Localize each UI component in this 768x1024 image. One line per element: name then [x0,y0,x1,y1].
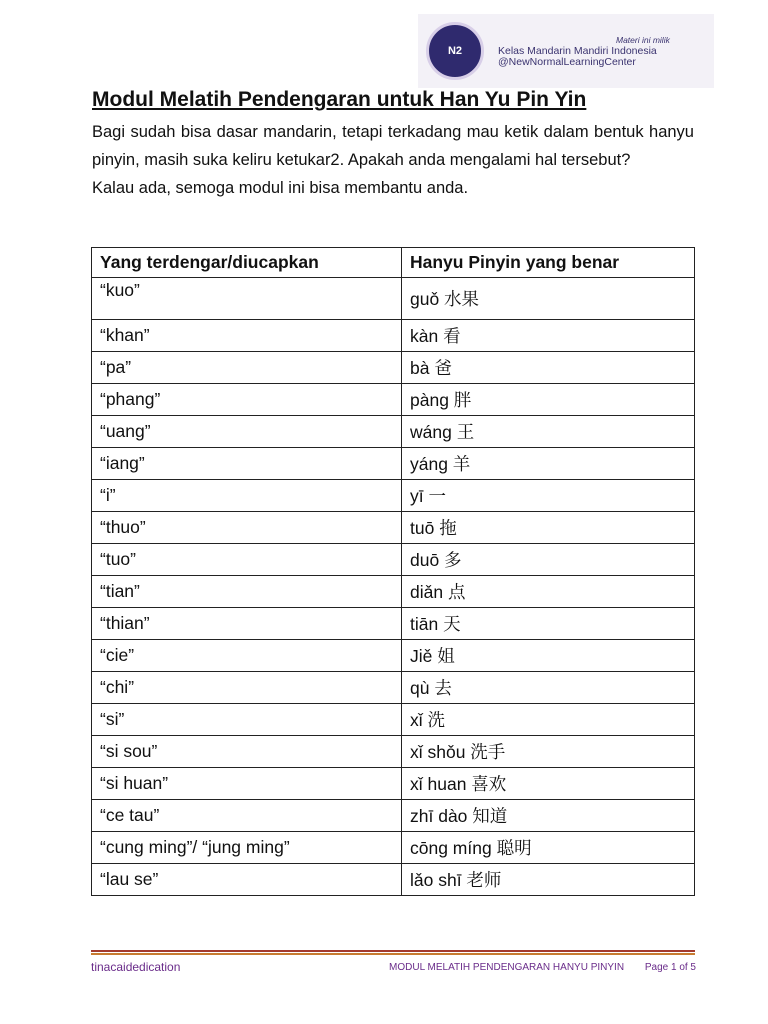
cell-heard: “cung ming”/ “jung ming” [92,832,402,864]
cell-heard: “si” [92,704,402,736]
table-row [92,608,695,640]
logo-org-name: Kelas Mandarin Mandiri Indonesia [498,44,657,57]
table-row [92,416,695,448]
page-title: Modul Melatih Pendengaran untuk Han Yu Pin Yin [92,88,587,111]
cell-heard: “kuo” [92,278,402,320]
cell-heard: “tian” [92,576,402,608]
cell-heard: “thian” [92,608,402,640]
pinyin-table [91,247,695,896]
table-header-row [92,248,695,278]
column-header-heard: Yang terdengar/diucapkan [92,248,402,278]
cell-correct: Jiě 姐 [402,640,695,672]
cell-heard: “i” [92,480,402,512]
cell-correct: wáng 王 [402,416,695,448]
table-row [92,448,695,480]
table-row [92,640,695,672]
cell-correct: pàng 胖 [402,384,695,416]
cell-heard: “thuo” [92,512,402,544]
cell-heard: “uang” [92,416,402,448]
logo-badge-icon [426,22,484,80]
table-row [92,544,695,576]
table-row [92,832,695,864]
cell-correct: yī 一 [402,480,695,512]
cell-correct: duō 多 [402,544,695,576]
cell-correct: xǐ 洗 [402,704,695,736]
intro-paragraph-1: Bagi sudah bisa dasar mandarin, tetapi terkadang mau ketik dalam bentuk hanyu pinyin, masih suka keliru ketukar2. Apakah anda mengalami hal tersebut? [92,123,694,169]
table-row [92,768,695,800]
cell-correct: lǎo shī 老师 [402,864,695,896]
cell-heard: “tuo” [92,544,402,576]
cell-heard: “chi” [92,672,402,704]
cell-heard: “phang” [92,384,402,416]
table-row [92,672,695,704]
table-row [92,864,695,896]
cell-correct: cōng míng 聪明 [402,832,695,864]
cell-heard: “si sou” [92,736,402,768]
cell-correct: qù 去 [402,672,695,704]
cell-correct: tuō 拖 [402,512,695,544]
footer-author: tinacaidedication [91,960,181,974]
intro-text [92,118,694,202]
table-row [92,704,695,736]
footer-divider [91,950,695,955]
cell-correct: xǐ huan 喜欢 [402,768,695,800]
cell-correct: diǎn 点 [402,576,695,608]
table-row [92,320,695,352]
cell-heard: “si huan” [92,768,402,800]
logo-org-handle: @NewNormalLearningCenter [498,55,636,68]
logo-text [498,35,670,68]
header-logo [418,14,714,88]
table-row [92,512,695,544]
cell-correct: kàn 看 [402,320,695,352]
cell-correct: tiān 天 [402,608,695,640]
cell-correct: yáng 羊 [402,448,695,480]
cell-heard: “iang” [92,448,402,480]
footer-page-number: Page 1 of 5 [644,962,696,973]
table-row [92,384,695,416]
logo-ownership: Materi ini milik [616,34,670,45]
cell-correct: xǐ shǒu 洗手 [402,736,695,768]
table-row [92,576,695,608]
table-row [92,800,695,832]
logo-mark: N2 [447,45,463,57]
cell-heard: “lau se” [92,864,402,896]
cell-correct: guǒ 水果 [402,278,695,320]
cell-heard: “cie” [92,640,402,672]
table-row [92,736,695,768]
cell-heard: “khan” [92,320,402,352]
column-header-correct: Hanyu Pinyin yang benar [402,248,695,278]
footer-meta [389,962,696,973]
cell-correct: zhī dào 知道 [402,800,695,832]
table-row [92,352,695,384]
cell-heard: “pa” [92,352,402,384]
cell-correct: bà 爸 [402,352,695,384]
intro-paragraph-2: Kalau ada, semoga modul ini bisa membantu anda. [92,179,469,197]
footer-module-name: MODUL MELATIH PENDENGARAN HANYU PINYIN [389,962,625,973]
table-row [92,278,695,320]
table-row [92,480,695,512]
cell-heard: “ce tau” [92,800,402,832]
